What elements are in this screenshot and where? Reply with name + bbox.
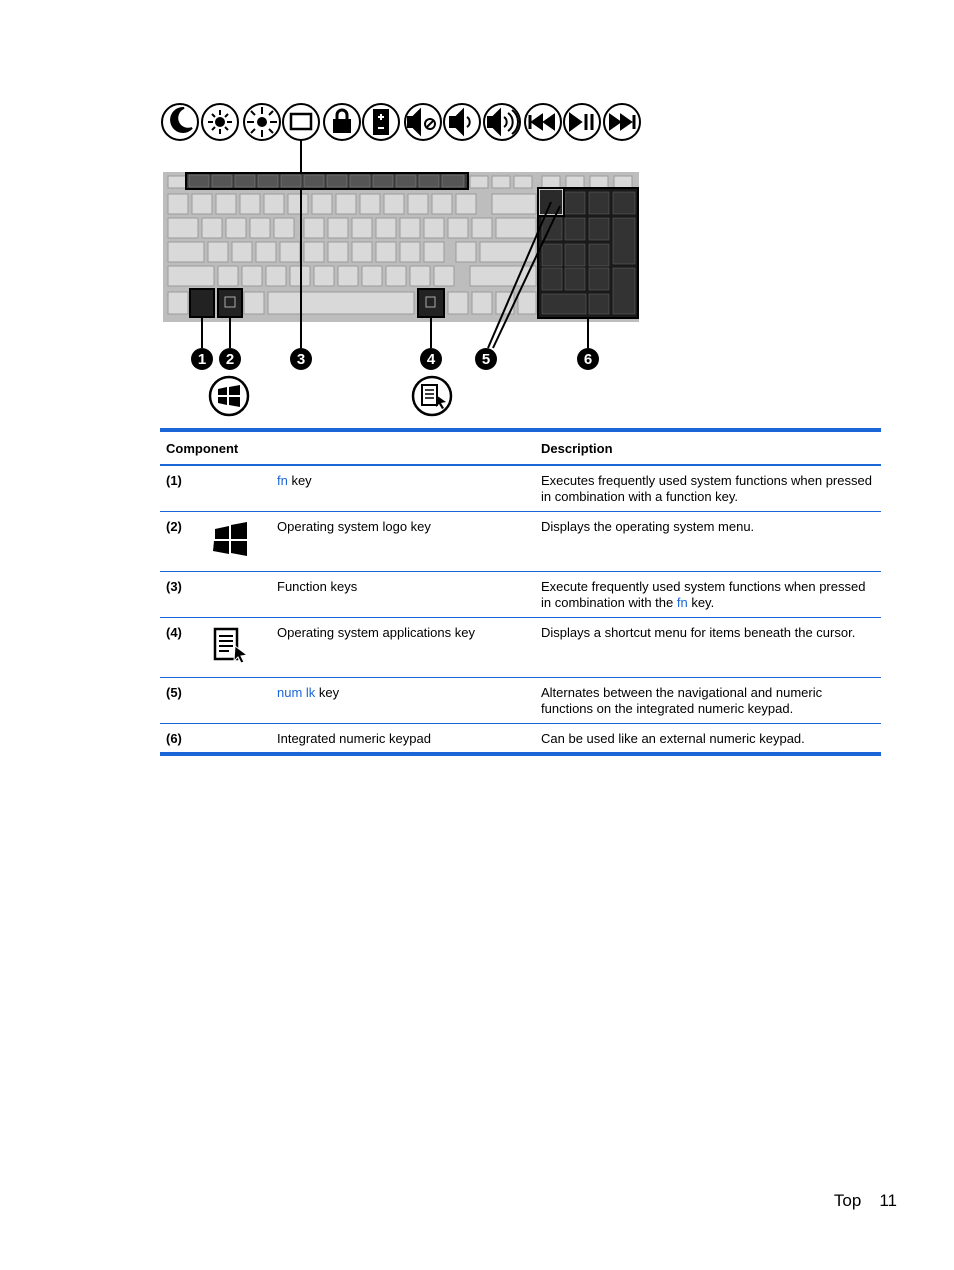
row-number: (6) bbox=[160, 724, 205, 755]
play-pause-icon bbox=[564, 104, 600, 140]
callout-4: 4 bbox=[426, 351, 436, 368]
display-switch-icon bbox=[283, 104, 319, 140]
row-description: Displays a shortcut menu for items beneath the cursor. bbox=[535, 618, 881, 678]
components-table bbox=[160, 428, 881, 756]
battery-icon bbox=[363, 104, 399, 140]
header-component: Component bbox=[160, 430, 535, 465]
row-number: (4) bbox=[160, 618, 205, 678]
brightness-down-icon bbox=[202, 104, 238, 140]
header-description: Description bbox=[535, 430, 881, 465]
row-icon-cell bbox=[205, 512, 271, 572]
fn-keyword: fn bbox=[277, 473, 288, 488]
row-icon-cell bbox=[205, 618, 271, 678]
applications-key bbox=[418, 289, 444, 317]
page-number: 11 bbox=[879, 1191, 897, 1210]
callout-3: 3 bbox=[296, 351, 306, 368]
table-row bbox=[160, 512, 881, 572]
callout-2: 2 bbox=[225, 351, 235, 368]
mute-icon bbox=[405, 104, 441, 140]
function-icons-row bbox=[162, 104, 640, 140]
row-description: Executes frequently used system functions when pressed in combination with a function key. bbox=[535, 465, 881, 512]
windows-logo-icon bbox=[210, 377, 248, 415]
sleep-icon bbox=[162, 104, 198, 140]
callout-1: 1 bbox=[197, 351, 207, 368]
row-component: Operating system logo key bbox=[271, 512, 535, 572]
row-description: Execute frequently used system functions when pressed in combination with the fn key. bbox=[535, 572, 881, 618]
table-row bbox=[160, 465, 881, 512]
row-description: Displays the operating system menu. bbox=[535, 512, 881, 572]
row-icon-cell bbox=[205, 678, 271, 724]
row-description: Alternates between the navigational and numeric functions on the integrated numeric keypad. bbox=[535, 678, 881, 724]
callout-markers bbox=[191, 348, 599, 370]
callout-6: 6 bbox=[583, 351, 593, 368]
row-component: num lk key bbox=[271, 678, 535, 724]
table-row bbox=[160, 678, 881, 724]
footer-section: Top bbox=[833, 1191, 862, 1210]
table-row bbox=[160, 572, 881, 618]
keyboard-figure bbox=[158, 96, 648, 426]
num-lk-keyword: num lk bbox=[277, 685, 316, 700]
row-icon-cell bbox=[205, 465, 271, 512]
volume-up-icon bbox=[484, 104, 520, 140]
row-description: Can be used like an external numeric keypad. bbox=[535, 724, 881, 755]
row-number: (1) bbox=[160, 465, 205, 512]
applications-key-icon bbox=[413, 377, 451, 415]
windows-logo-icon bbox=[211, 519, 251, 557]
next-track-icon bbox=[604, 104, 640, 140]
fn-key bbox=[190, 289, 214, 317]
page-footer bbox=[816, 1191, 897, 1211]
row-component: fn key bbox=[271, 465, 535, 512]
row-number: (2) bbox=[160, 512, 205, 572]
callout-5: 5 bbox=[481, 351, 491, 368]
row-component: Operating system applications key bbox=[271, 618, 535, 678]
windows-key bbox=[218, 289, 242, 317]
table-header-row bbox=[160, 430, 881, 465]
applications-key-icon bbox=[211, 625, 251, 665]
keyboard-image bbox=[163, 172, 639, 322]
brightness-up-icon bbox=[244, 104, 280, 140]
previous-track-icon bbox=[525, 104, 561, 140]
row-icon-cell bbox=[205, 572, 271, 618]
row-component: Function keys bbox=[271, 572, 535, 618]
fn-keyword: fn bbox=[676, 595, 688, 610]
row-number: (5) bbox=[160, 678, 205, 724]
table-row bbox=[160, 618, 881, 678]
row-component: Integrated numeric keypad bbox=[271, 724, 535, 755]
table-row bbox=[160, 724, 881, 755]
volume-down-icon bbox=[444, 104, 480, 140]
wireless-lock-icon bbox=[324, 104, 360, 140]
row-icon-cell bbox=[205, 724, 271, 755]
row-number: (3) bbox=[160, 572, 205, 618]
